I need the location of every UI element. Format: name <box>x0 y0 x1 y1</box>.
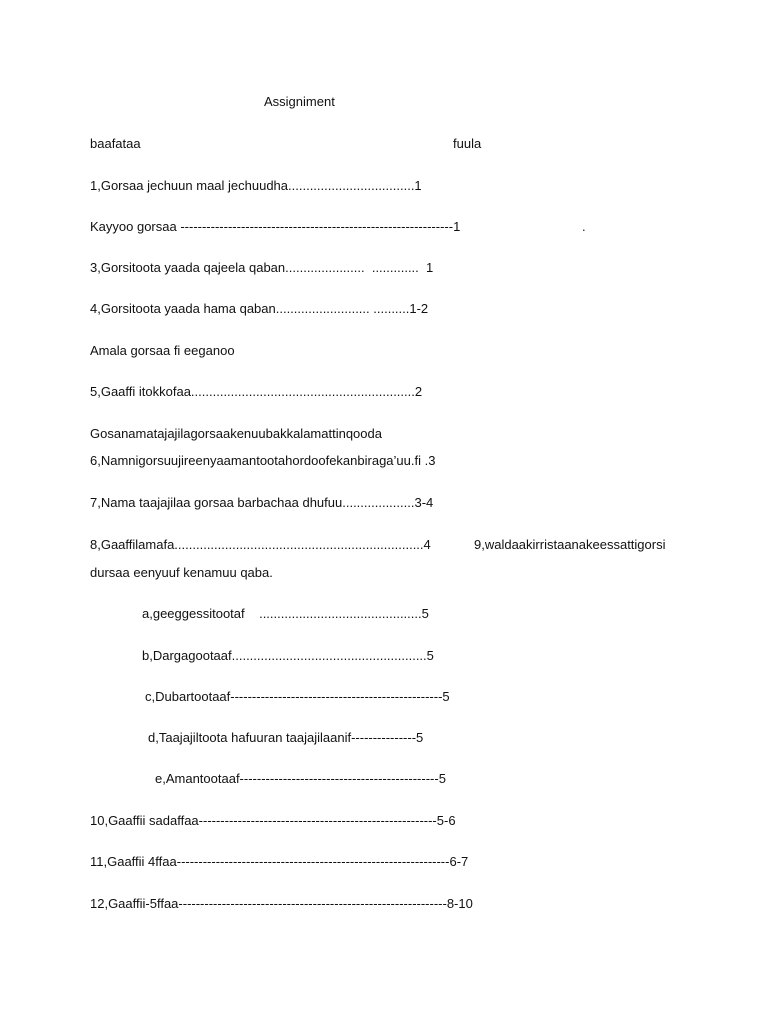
toc-entry: 5,Gaaffi itokkofaa..............................................................2 <box>90 384 423 399</box>
toc-entry: 8,Gaaffilamafa.....................................................................4 <box>90 537 431 552</box>
toc-subentry: d,Taajajiltoota hafuuran taajajilaanif---------------5 <box>148 730 424 745</box>
header-right-label: fuula <box>453 136 482 151</box>
toc-entry: Kayyoo gorsaa ---------------------------------------------------------------1 <box>90 219 461 234</box>
toc-entry: 3,Gorsitoota yaada qajeela qaban...................... ............. 1 <box>90 260 434 275</box>
toc-subentry: b,Dargagootaaf......................................................5 <box>142 648 434 663</box>
toc-entry: 4,Gorsitoota yaada hama qaban.......................... ..........1-2 <box>90 301 429 316</box>
toc-entry: 11,Gaaffii 4ffaa---------------------------------------------------------------6-7 <box>90 854 469 869</box>
page-title: Assigniment <box>264 94 335 109</box>
toc-subentry: c,Dubartootaaf-------------------------------------------------5 <box>145 689 450 704</box>
toc-entry-continuation: dursaa eenyuuf kenamuu qaba. <box>90 565 273 580</box>
toc-entry: 1,Gorsaa jechuun maal jechuudha...................................1 <box>90 178 422 193</box>
toc-entry: 10,Gaaffii sadaffaa-------------------------------------------------------5-6 <box>90 813 456 828</box>
toc-entry: 6,Namnigorsuujireenyaamantootahordoofekanbiraga’uu.fi .3 <box>90 453 436 468</box>
toc-subentry: a,geeggessitootaf .............................................5 <box>142 606 429 621</box>
toc-entry: 9,waldaakirristaanakeessattigorsi <box>474 537 666 552</box>
toc-subentry: e,Amantootaaf----------------------------------------------5 <box>155 771 446 786</box>
toc-entry: 12,Gaaffii-5ffaa--------------------------------------------------------------8-10 <box>90 896 473 911</box>
toc-heading: Amala gorsaa fi eeganoo <box>90 343 235 358</box>
toc-entry: 7,Nama taajajilaa gorsaa barbachaa dhufuu....................3-4 <box>90 495 434 510</box>
stray-mark: . <box>582 219 586 234</box>
header-left-label: baafataa <box>90 136 141 151</box>
toc-heading: Gosanamatajajilagorsaakenuubakkalamattinqooda <box>90 426 382 441</box>
